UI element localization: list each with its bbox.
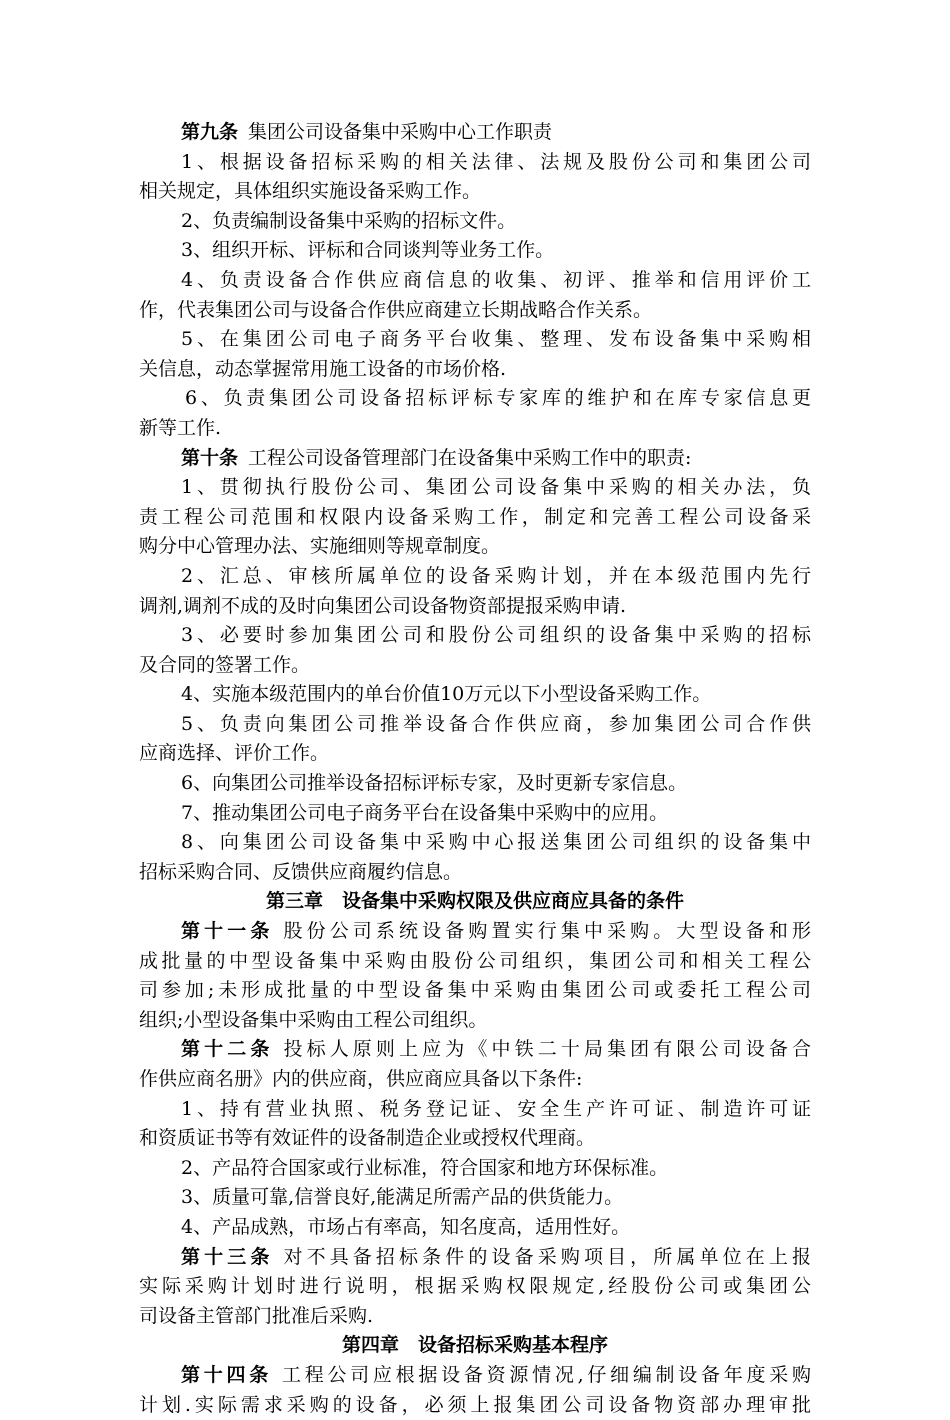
- article-13-text: 对不具备招标条件的设备采购项目，所属单位在上报: [283, 1245, 811, 1268]
- article-9-heading: [139, 118, 811, 148]
- article-9-title: 第九条: [181, 121, 239, 143]
- article-9-item-6-line-1: 6、负责集团公司设备招标评标专家库的维护和在库专家信息更: [185, 387, 811, 410]
- article-11-line-1: [139, 917, 811, 947]
- article-10-title: 第十条: [181, 446, 239, 469]
- article-10-text: 工程公司设备管理部门在设备集中采购工作中的职责:: [248, 446, 692, 469]
- article-10-item-2-line-1: 2、汇总、审核所属单位的设备采购计划，并在本级范围内先行: [181, 564, 811, 587]
- article-12-item-1-line-1: 1、持有营业执照、税务登记证、安全生产许可证、制造许可证: [181, 1097, 811, 1120]
- article-13-line-2: 实际采购计划时进行说明，根据采购权限规定,经股份公司或集团公: [139, 1275, 811, 1298]
- article-10-item-5-line-2: 应商选择、评价工作。: [139, 742, 330, 765]
- article-11-title: 第十一条: [181, 920, 274, 943]
- article-9-text: 集团公司设备集中采购中心工作职责: [248, 121, 553, 143]
- article-14-text: 工程公司应根据设备资源情况,仔细编制设备年度采购: [281, 1363, 811, 1386]
- article-10-item-3-line-2: 及合同的签署工作。: [139, 653, 311, 676]
- article-10-item-2-line-2: 调剂,调剂不成的及时向集团公司设备物资部提报采购申请.: [139, 594, 627, 617]
- article-11-line-4: 组织;小型设备集中采购由工程公司组织。: [139, 1008, 488, 1031]
- article-11-text: 股份公司系统设备购置实行集中采购。大型设备和形: [283, 920, 811, 943]
- article-10-item-1-line-1: 1、贯彻执行股份公司、集团公司设备集中采购的相关办法，负: [181, 476, 811, 499]
- chapter-4-heading: 第四章 设备招标采购基本程序: [341, 1334, 608, 1357]
- article-12-title: 第十二条: [181, 1038, 274, 1061]
- article-10-heading: [139, 444, 811, 474]
- article-9-item-5-line-2: 关信息，动态掌握常用施工设备的市场价格.: [139, 357, 507, 380]
- article-10-item-8-line-1: 8、向集团公司设备集中采购中心报送集团公司组织的设备集中: [181, 831, 811, 854]
- article-10-item-7: 7、推动集团公司电子商务平台在设备集中采购中的应用。: [181, 801, 669, 824]
- article-12-text: 投标人原则上应为《中铁二十局集团有限公司设备合: [283, 1038, 811, 1061]
- article-14-line-1: [139, 1361, 811, 1391]
- article-14-line-2: 计划.实际需求采购的设备，必须上报集团公司设备物资部办理审批: [139, 1393, 811, 1416]
- article-10-item-4: 4、实施本级范围内的单台价值10万元以下小型设备采购工作。: [181, 683, 712, 706]
- article-13-line-3: 司设备主管部门批准后采购.: [139, 1304, 374, 1327]
- article-9-item-3: 3、组织开标、评标和合同谈判等业务工作。: [181, 239, 555, 262]
- article-12-item-1-line-2: 和资质证书等有效证件的设备制造企业或授权代理商。: [139, 1127, 596, 1150]
- article-12-item-3: 3、质量可靠,信誉良好,能满足所需产品的供货能力。: [181, 1186, 624, 1209]
- article-9-item-1-line-2: 相关规定，具体组织实施设备采购工作。: [139, 180, 482, 203]
- article-10-item-5-line-1: 5、负责向集团公司推举设备合作供应商，参加集团公司合作供: [181, 712, 811, 735]
- article-9-item-5-line-1: 5、在集团公司电子商务平台收集、整理、发布设备集中采购相: [181, 328, 811, 351]
- article-11-line-3: 司参加;未形成批量的中型设备集中采购由集团公司或委托工程公司: [139, 979, 811, 1002]
- article-9-item-4-line-2: 作，代表集团公司与设备合作供应商建立长期战略合作关系。: [139, 298, 653, 321]
- article-12-line-2: 作供应商名册》内的供应商，供应商应具备以下条件:: [139, 1068, 583, 1090]
- article-12-line-1: [139, 1035, 811, 1065]
- chapter-3-heading: 第三章 设备集中采购权限及供应商应具备的条件: [265, 890, 684, 913]
- article-13-title: 第十三条: [181, 1245, 274, 1268]
- article-9-item-4-line-1: 4、负责设备合作供应商信息的收集、初评、推举和信用评价工: [181, 268, 811, 291]
- document-page: [139, 118, 811, 1420]
- article-11-line-2: 成批量的中型设备集中采购由股份公司组织，集团公司和相关工程公: [139, 949, 811, 972]
- article-10-item-1-line-3: 购分中心管理办法、实施细则等规章制度。: [139, 535, 501, 558]
- article-12-item-2: 2、产品符合国家或行业标准，符合国家和地方环保标准。: [181, 1156, 669, 1179]
- article-10-item-6: 6、向集团公司推举设备招标评标专家，及时更新专家信息。: [181, 772, 688, 795]
- article-12-item-4: 4、产品成熟，市场占有率高，知名度高，适用性好。: [181, 1215, 631, 1238]
- article-13-line-1: [139, 1243, 811, 1273]
- article-10-item-1-line-2: 责工程公司范围和权限内设备采购工作，制定和完善工程公司设备采: [139, 505, 811, 528]
- article-10-item-3-line-1: 3、必要时参加集团公司和股份公司组织的设备集中采购的招标: [181, 624, 811, 647]
- article-9-item-2: 2、负责编制设备集中采购的招标文件。: [181, 209, 517, 232]
- article-9-item-1-line-1: 1、根据设备招标采购的相关法律、法规及股份公司和集团公司: [181, 150, 811, 173]
- article-14-title: 第十四条: [181, 1363, 272, 1386]
- article-10-item-8-line-2: 招标采购合同、反馈供应商履约信息。: [139, 860, 463, 883]
- article-9-item-6-line-2: 新等工作.: [139, 416, 222, 439]
